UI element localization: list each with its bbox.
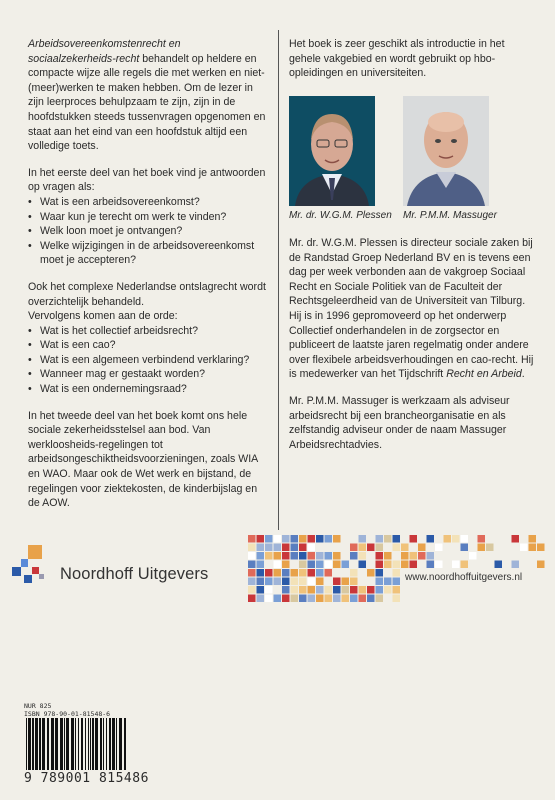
barcode-bar <box>55 718 58 770</box>
barcode-bar <box>116 718 117 770</box>
mosaic-tile <box>291 569 299 577</box>
mosaic-tile <box>359 552 367 560</box>
mosaic-tile <box>384 578 392 586</box>
mosaic-tile <box>359 561 367 569</box>
mosaic-tile <box>350 544 358 552</box>
mosaic-tile <box>461 561 469 569</box>
mosaic-tile <box>316 569 324 577</box>
mosaic-tile <box>333 561 341 569</box>
bio-plessen-end: . <box>521 368 525 381</box>
mosaic-tile <box>384 561 392 569</box>
mosaic-tile <box>274 569 282 577</box>
barcode-bar <box>78 718 79 770</box>
mosaic-tile <box>350 586 358 594</box>
mosaic-tile <box>291 586 299 594</box>
mosaic-tile <box>325 552 333 560</box>
mosaic-tile <box>299 544 307 552</box>
barcode-bar <box>103 718 104 770</box>
mosaic-tile <box>342 586 350 594</box>
intro-paragraph <box>28 37 268 154</box>
mosaic-tile <box>308 578 316 586</box>
mosaic-tile <box>333 595 341 603</box>
barcode-number: 9 789001 815486 <box>24 771 149 786</box>
mosaic-tile <box>461 535 469 543</box>
mosaic-tile <box>376 578 384 586</box>
mosaic-tile <box>257 578 265 586</box>
mosaic-tile <box>282 569 290 577</box>
author-bios <box>289 236 539 464</box>
mosaic-tile <box>316 586 324 594</box>
barcode-bar <box>42 718 45 770</box>
mosaic-tile <box>435 544 443 552</box>
mosaic-tile <box>333 552 341 560</box>
noordhoff-logo-icon <box>12 545 52 585</box>
barcode-bar <box>100 718 102 770</box>
mosaic-tile <box>316 578 324 586</box>
list-item: • Welke wijzigingen in de arbeidsovereenkomst moet je accepteren? <box>28 239 268 268</box>
barcode-bar <box>75 718 76 770</box>
mosaic-tile <box>478 535 486 543</box>
mosaic-tile <box>384 552 392 560</box>
mosaic-tile <box>367 586 375 594</box>
mosaic-tile <box>265 535 273 543</box>
mosaic-tile <box>248 586 256 594</box>
mosaic-tile <box>367 569 375 577</box>
mosaic-tile <box>282 586 290 594</box>
mosaic-tile <box>393 586 401 594</box>
mosaic-tile <box>520 544 528 552</box>
mosaic-tile <box>282 578 290 586</box>
mosaic-tile <box>248 569 256 577</box>
mosaic-tile <box>274 561 282 569</box>
barcode-bar <box>39 718 41 770</box>
mosaic-tile <box>333 578 341 586</box>
book-title-italic: Arbeidsovereenkomstenrecht en sociaalzekerheids-recht <box>28 38 181 65</box>
part2-paragraph: In het tweede deel van het boek komt ons hele sociale zekerheidsstelsel aan bod. Van werkloosheids-regelingen tot arbeidsongeschiktheidsvoorzieningen, zoals WIA en WAO. Maar ook de Wet werk en bijstand, de regelingen voor ziektekosten, de kinderbijslag en de AOW. <box>28 409 258 510</box>
mosaic-tile <box>274 552 282 560</box>
mosaic-tile <box>299 578 307 586</box>
mosaic-tile <box>486 544 494 552</box>
mosaic-tile <box>282 595 290 603</box>
suitability-text: Het boek is zeer geschikt als introductie in het gehele vakgebied en wordt gebruikt op hbo-opleidingen en universiteiten. <box>289 38 505 80</box>
author-photo-plessen <box>289 96 375 206</box>
mosaic-tile <box>401 552 409 560</box>
mosaic-tile <box>299 586 307 594</box>
barcode-bar <box>112 718 115 770</box>
mosaic-tile <box>282 561 290 569</box>
mosaic-tile <box>274 578 282 586</box>
mosaic-tile <box>427 535 435 543</box>
barcode-bar <box>66 718 69 770</box>
mosaic-tile <box>291 544 299 552</box>
mosaic-tile <box>325 535 333 543</box>
intro-text: behandelt op heldere en compacte wijze alle regels die met werken en niet-(meer)werken te maken hebben. Om de lezer in zijn leerproces behulpzaam te zijn, zijn in de hoofdstukken steeds tussenvragen opgenomen en staat aan het eind van een hoofdstuk altijd een volledige toets. <box>28 52 266 153</box>
mosaic-tile <box>265 586 273 594</box>
barcode-bar <box>109 718 111 770</box>
list-item: • Wanneer mag er gestaakt worden? <box>28 367 268 382</box>
mosaic-tile <box>342 595 350 603</box>
mosaic-tile <box>410 535 418 543</box>
mosaic-tile <box>495 561 503 569</box>
mosaic-tile <box>248 561 256 569</box>
mosaic-tile <box>333 535 341 543</box>
author2-caption: Mr. P.M.M. Massuger <box>403 210 497 221</box>
mosaic-tile <box>452 561 460 569</box>
barcode-bar <box>90 718 91 770</box>
mosaic-tile <box>512 535 520 543</box>
mosaic-tile <box>478 544 486 552</box>
mosaic-tile <box>427 552 435 560</box>
mosaic-tile <box>308 552 316 560</box>
bio-plessen-text: Mr. dr. W.G.M. Plessen is directeur sociale zaken bij de Randstad Groep Nederland BV en is tevens een dag per week verbonden aan de vakgroep Sociaal Recht en Sociale Politiek van de Faculteit der Rechtsgeleerdheid van de Universiteit van Tilburg. Hij is in 1996 gepromoveerd op het onderwerp Collectief onderhandelen in de zorgsector en publiceert de laatste jaren regelmatig onder andere over flexibele arbeidsverhoudingen en cao-recht. Hij is medewerker van het Tijdschrift <box>289 237 534 381</box>
left-column <box>28 37 268 523</box>
mosaic-tile <box>257 552 265 560</box>
mosaic-tile <box>291 595 299 603</box>
nur-code: NUR 825 <box>24 702 52 710</box>
bio-plessen <box>289 236 539 382</box>
mosaic-tile <box>469 552 477 560</box>
mosaic-tile <box>418 552 426 560</box>
isbn-code: ISBN 978-90-01-81548-6 <box>24 710 111 718</box>
mosaic-tile <box>308 544 316 552</box>
mosaic-tile <box>325 569 333 577</box>
column-divider <box>278 30 279 530</box>
mosaic-tile <box>342 561 350 569</box>
barcode-bar <box>26 718 27 770</box>
author-photos <box>289 96 539 221</box>
mosaic-tile <box>529 544 537 552</box>
mosaic-tile <box>333 586 341 594</box>
list-item: • Wat is een ondernemingsraad? <box>28 382 268 397</box>
author1-caption: Mr. dr. W.G.M. Plessen <box>289 210 392 221</box>
mosaic-tile <box>376 595 384 603</box>
mosaic-tile <box>274 595 282 603</box>
mosaic-tile <box>248 578 256 586</box>
list-item: • Wat is een arbeidsovereenkomst? <box>28 195 268 210</box>
list-item: • Welk loon moet je ontvangen? <box>28 224 268 239</box>
mosaic-tile <box>359 586 367 594</box>
mosaic-tile <box>316 552 324 560</box>
mosaic-tile <box>435 561 443 569</box>
mosaic-tile <box>265 578 273 586</box>
mosaic-tile <box>367 544 375 552</box>
barcode-bar <box>119 718 122 770</box>
mosaic-tile <box>325 561 333 569</box>
code-block <box>24 702 110 718</box>
barcode-bar <box>81 718 83 770</box>
barcode-bar <box>106 718 107 770</box>
author-photo-massuger <box>403 96 489 206</box>
mosaic-tile <box>393 578 401 586</box>
mosaic-tile <box>393 535 401 543</box>
mosaic-tile <box>308 569 316 577</box>
mosaic-tile <box>359 595 367 603</box>
mosaic-tile <box>444 535 452 543</box>
mosaic-tile <box>282 552 290 560</box>
mosaic-tile <box>257 586 265 594</box>
right-intro <box>289 37 534 93</box>
mosaic-tile <box>452 535 460 543</box>
mosaic-tile <box>376 561 384 569</box>
barcode-bar <box>71 718 74 770</box>
mosaic-tile <box>299 552 307 560</box>
barcode-bar <box>28 718 31 770</box>
mosaic-tile <box>308 595 316 603</box>
bio-massuger: Mr. P.M.M. Massuger is werkzaam als adviseur arbeidsrecht bij een brancheorganisatie en als zelfstandig adviseur onder de naam Massuger Arbeidsrechtadvies. <box>289 394 510 451</box>
mosaic-tile <box>308 535 316 543</box>
mosaic-tile <box>265 569 273 577</box>
mosaic-tile <box>461 544 469 552</box>
barcode-bar <box>60 718 63 770</box>
mosaic-tile <box>376 586 384 594</box>
list-item: • Wat is een algemeen verbindend verklaring? <box>28 353 268 368</box>
barcode-bar <box>47 718 49 770</box>
mosaic-tile <box>376 569 384 577</box>
barcode-bar <box>35 718 38 770</box>
barcode-bar <box>95 718 98 770</box>
mosaic-tile <box>384 535 392 543</box>
mosaic-tile <box>291 535 299 543</box>
mosaic-tile <box>274 535 282 543</box>
barcode-bar <box>124 718 126 770</box>
mosaic-tile <box>359 544 367 552</box>
mosaic-tile <box>427 561 435 569</box>
ontslag-text: Ook het complexe Nederlandse ontslagrecht wordt overzichtelijk behandeld. <box>28 280 266 308</box>
topics-list <box>28 324 268 397</box>
barcode-bar <box>32 718 34 770</box>
mosaic-tile <box>359 535 367 543</box>
mosaic-tile <box>393 561 401 569</box>
mosaic-tile <box>410 561 418 569</box>
mosaic-tile <box>257 544 265 552</box>
mosaic-tile <box>299 561 307 569</box>
mosaic-tile <box>265 595 273 603</box>
mosaic-tile <box>376 544 384 552</box>
barcode-bar <box>85 718 86 770</box>
mosaic-tile <box>325 595 333 603</box>
mosaic-tile <box>376 552 384 560</box>
part1-question-list <box>28 195 268 268</box>
mosaic-tile <box>325 586 333 594</box>
mosaic-tile <box>248 535 256 543</box>
mosaic-tile <box>257 569 265 577</box>
barcode-bar <box>51 718 54 770</box>
mosaic-tile <box>248 544 256 552</box>
mosaic-tile <box>308 586 316 594</box>
mosaic-tile <box>265 544 273 552</box>
mosaic-tile <box>410 552 418 560</box>
mosaic-tile <box>248 552 256 560</box>
mosaic-tile <box>342 578 350 586</box>
list-item: • Waar kun je terecht om werk te vinden? <box>28 210 268 225</box>
mosaic-tile <box>393 595 401 603</box>
barcode-bar <box>64 718 65 770</box>
barcode-bar <box>88 718 89 770</box>
mosaic-tile <box>512 561 520 569</box>
mosaic-tile <box>308 561 316 569</box>
mosaic-tile <box>299 595 307 603</box>
mosaic-tile <box>376 535 384 543</box>
mosaic-tile <box>529 535 537 543</box>
mosaic-tile <box>316 561 324 569</box>
mosaic-tile <box>393 544 401 552</box>
publisher-name: Noordhoff Uitgevers <box>60 565 209 583</box>
mosaic-tile <box>350 578 358 586</box>
mosaic-tile <box>401 544 409 552</box>
list-item: • Wat is een cao? <box>28 338 268 353</box>
mosaic-tile <box>418 544 426 552</box>
mosaic-tile <box>248 595 256 603</box>
publisher-url[interactable]: www.noordhoffuitgevers.nl <box>405 572 523 583</box>
list-item: • Wat is het collectief arbeidsrecht? <box>28 324 268 339</box>
mosaic-tile <box>367 595 375 603</box>
mosaic-tile <box>384 586 392 594</box>
part1-intro: In het eerste deel van het boek vind je antwoorden op vragen als: <box>28 166 266 194</box>
mosaic-tile <box>282 535 290 543</box>
mosaic-tile <box>401 561 409 569</box>
journal-title: Recht en Arbeid <box>446 368 522 381</box>
mosaic-tile <box>537 544 545 552</box>
mosaic-tile <box>316 535 324 543</box>
mosaic-tile <box>291 552 299 560</box>
barcode-icon <box>24 718 130 777</box>
mosaic-tile <box>291 578 299 586</box>
mosaic-tile <box>537 561 545 569</box>
mosaic-tile <box>350 595 358 603</box>
mosaic-tile <box>299 569 307 577</box>
mosaic-tile <box>350 569 358 577</box>
mosaic-tile <box>316 595 324 603</box>
mosaic-tile <box>350 552 358 560</box>
mosaic-tile <box>274 544 282 552</box>
mosaic-tile <box>282 544 290 552</box>
mosaic-tile <box>393 569 401 577</box>
barcode-bar <box>92 718 94 770</box>
mosaic-tile <box>299 535 307 543</box>
mosaic-tile <box>257 535 265 543</box>
mosaic-tile <box>265 552 273 560</box>
mosaic-tile <box>257 561 265 569</box>
vervolgens-text: Vervolgens komen aan de orde: <box>28 310 178 323</box>
mosaic-tile <box>257 595 265 603</box>
